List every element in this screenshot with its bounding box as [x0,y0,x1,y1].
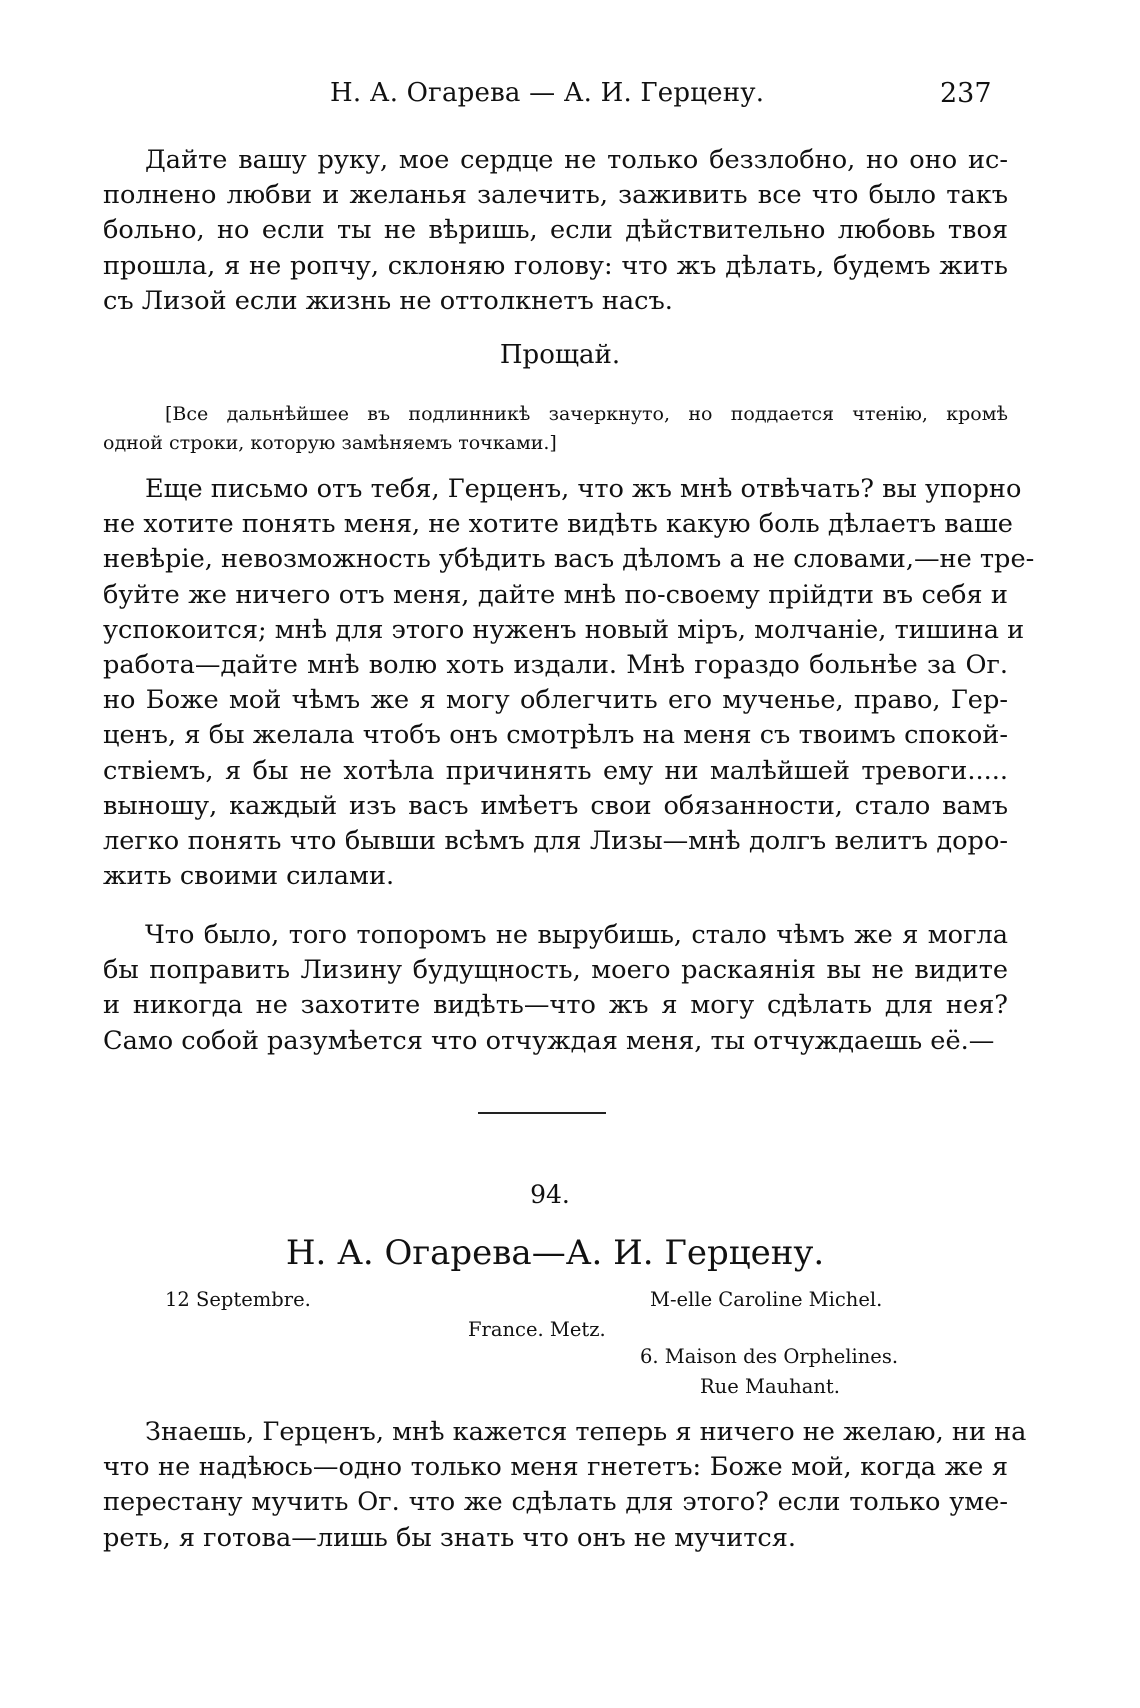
paragraph-3 [103,918,1008,1059]
letter-city: France. Metz. [468,1318,606,1341]
text-line: и никогда не захотите видѣть—что жъ я могу сдѣлать для нея? [103,990,1008,1021]
text-line: не хотите понять меня, не хотите видѣть какую боль дѣлаетъ ваше [103,509,1013,540]
recipient-name: M-elle Caroline Michel. [650,1288,883,1311]
text-line: съ Лизой если жизнь не оттолкнетъ насъ. [103,285,673,316]
text-line: Еще письмо отъ тебя, Герценъ, что жъ мнѣ отвѣчать? вы упорно [145,474,1022,504]
recipient-street: Rue Mauhant. [700,1375,840,1398]
text-line: выношу, каждый изъ васъ имѣетъ свои обязанности, стало вамъ [103,790,1008,821]
text-line: Знаешь, Герценъ, мнѣ кажется теперь я ничего не желаю, ни на [145,1417,1027,1447]
text-line: реть, я готова—лишь бы знать что онъ не мучится. [103,1522,796,1553]
text-line: полнено любви и желанья залечить, заживить все что было такъ [103,180,1008,211]
text-line: жить своими силами. [103,861,395,892]
text-line: что не надѣюсь—одно только меня гнететъ: Боже мой, когда же я [103,1452,1008,1483]
text-line: перестану мучить Ог. что же сдѣлать для этого? если только уме- [103,1487,1008,1518]
editor-note [103,400,1008,458]
farewell: Прощай. [499,340,621,370]
text-line: больно, но если ты не вѣришь, если дѣйствительно любовь твоя [103,215,1008,246]
text-line: ствіемъ, я бы не хотѣла причинять ему ни малѣйшей тревоги..... [103,755,1008,786]
paragraph-1 [103,143,1008,319]
paragraph-4 [103,1415,1027,1556]
text-line: Дайте вашу руку, мое сердце не только беззлобно, но оно ис- [145,145,1008,175]
letter-number: 94. [530,1180,570,1209]
text-line: невѣріе, невозможность убѣдить васъ дѣломъ а не словами,—не тре- [103,544,1035,575]
text-line: легко понять что бывши всѣмъ для Лизы—мнѣ долгъ велитъ доро- [103,825,1008,856]
running-head-title: Н. А. Огарева — А. И. Герцену. [330,78,765,108]
section-divider [478,1112,606,1114]
note-line: одной строки, которую замѣняемъ точками.] [103,432,557,454]
text-line: бы поправить Лизину будущность, моего раскаянія вы не видите [103,955,1008,986]
text-line: работа—дайте мнѣ волю хоть издали. Мнѣ гораздо больнѣе за Ог. [103,649,1008,680]
text-line: буйте же ничего отъ меня, дайте мнѣ по-своему прійдти въ себя и [103,579,1008,610]
letter-heading: Н. А. Огарева—А. И. Герцену. [285,1233,825,1273]
text-line: Само собой разумѣется что отчуждая меня, ты отчуждаешь её.— [103,1025,995,1056]
letter-date: 12 Septembre. [165,1288,311,1311]
paragraph-2 [103,472,1035,894]
text-line: успокоится; мнѣ для этого нуженъ новый міръ, молчаніе, тишина и [103,614,1025,645]
text-line: прошла, я не ропчу, склоняю голову: что жъ дѣлать, будемъ жить [103,250,1008,281]
text-line: но Боже мой чѣмъ же я могу облегчить его мученье, право, Гер- [103,685,1008,716]
page-number: 237 [940,78,992,109]
note-line: [Все дальнѣйшее въ подлинникѣ зачеркнуто, но поддается чтенію, кромѣ [165,403,1008,425]
text-line: Что было, того топоромъ не вырубишь, стало чѣмъ же я могла [145,920,1008,950]
recipient-house: 6. Maison des Orphelines. [640,1345,899,1368]
text-line: ценъ, я бы желала чтобъ онъ смотрѣлъ на меня съ твоимъ спокой- [103,720,1008,751]
